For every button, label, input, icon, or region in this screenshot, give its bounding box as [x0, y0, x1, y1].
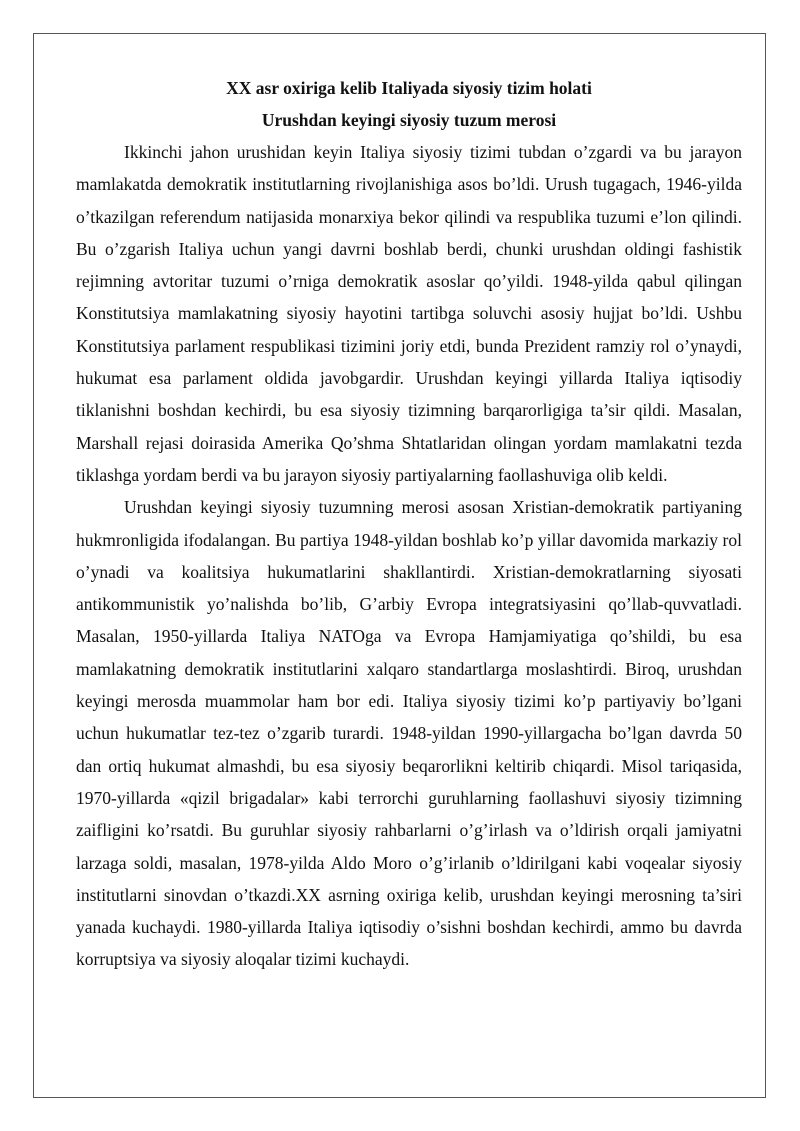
section-heading: Urushdan keyingi siyosiy tuzum merosi	[261, 110, 557, 130]
document-body	[76, 72, 742, 976]
paragraph-2: Urushdan keyingi siyosiy tuzumning merosi asosan Xristian-demokratik partiyaning hukmronligida ifodalangan. Bu partiya 1948-yildan boshlab ko’p yillar davomida markaziy rol o’ynadi va koalitsiya hukumatlarini shakllantirdi. Xristian-demokratlarning siyosati antikommunistik yo’nalishda bo’lib, G’arbiy Evropa integratsiyasini qo’llab-quvvatladi. Masalan, 1950-yillarda Italiya NATOga va Evropa Hamjamiyatiga qo’shildi, bu esa mamlakatning demokratik institutlarini xalqaro standartlarga moslashtirdi. Biroq, urushdan keyingi merosda muammolar ham bor edi. Italiya siyosiy tizimi ko’p partiyaviy bo’lgani uchun hukumatlar tez-tez o’zgarib turardi. 1948-yildan 1990-yillargacha bo’lgan davrda 50 dan ortiq hukumat almashdi, bu esa siyosiy beqarorlikni keltirib chiqardi. Misol tariqasida, 1970-yillarda «qizil brigadalar» kabi terrorchi guruhlarning faollashuvi siyosiy tizimning zaifligini ko’rsatdi. Bu guruhlar siyosiy rahbarlarni o’g’irlash va o’ldirish orqali jamiyatni larzaga soldi, masalan, 1978-yilda Aldo Moro o’g’irlanib o’ldirilgani kabi voqealar siyosiy institutlarni sinovdan o’tkazdi.XX asrning oxiriga kelib, urushdan keyingi merosning ta’siri yanada kuchaydi. 1980-yillarda Italiya iqtisodiy o’sishni boshdan kechirdi, ammo bu davrda korruptsiya va siyosiy aloqalar tizimi kuchaydi.	[76, 497, 742, 970]
document-title: XX asr oxiriga kelib Italiyada siyosiy tizim holati	[226, 78, 592, 98]
paragraph-1: Ikkinchi jahon urushidan keyin Italiya siyosiy tizimi tubdan o’zgardi va bu jarayon mamlakatda demokratik institutlarning rivojlanishiga asos bo’ldi. Urush tugagach, 1946-yilda o’tkazilgan referendum natijasida monarxiya bekor qilindi va respublika tuzumi e’lon qilindi. Bu o’zgarish Italiya uchun yangi davrni boshlab berdi, chunki urushdan oldingi fashistik rejimning avtoritar tuzumi o’rniga demokratik asoslar qo’yildi. 1948-yilda qabul qilingan Konstitutsiya mamlakatning siyosiy hayotini tartibga soluvchi asosiy hujjat bo’ldi. Ushbu Konstitutsiya parlament respublikasi tizimini joriy etdi, bunda Prezident ramziy rol o’ynaydi, hukumat esa parlament oldida javobgardir. Urushdan keyingi yillarda Italiya iqtisodiy tiklanishni boshdan kechirdi, bu esa siyosiy tizimning barqarorligiga ta’sir qildi. Masalan, Marshall rejasi doirasida Amerika Qo’shma Shtatlaridan olingan yordam mamlakatni tezda tiklashga yordam berdi va bu jarayon siyosiy partiyalarning faollashuviga olib keldi.	[76, 142, 742, 485]
